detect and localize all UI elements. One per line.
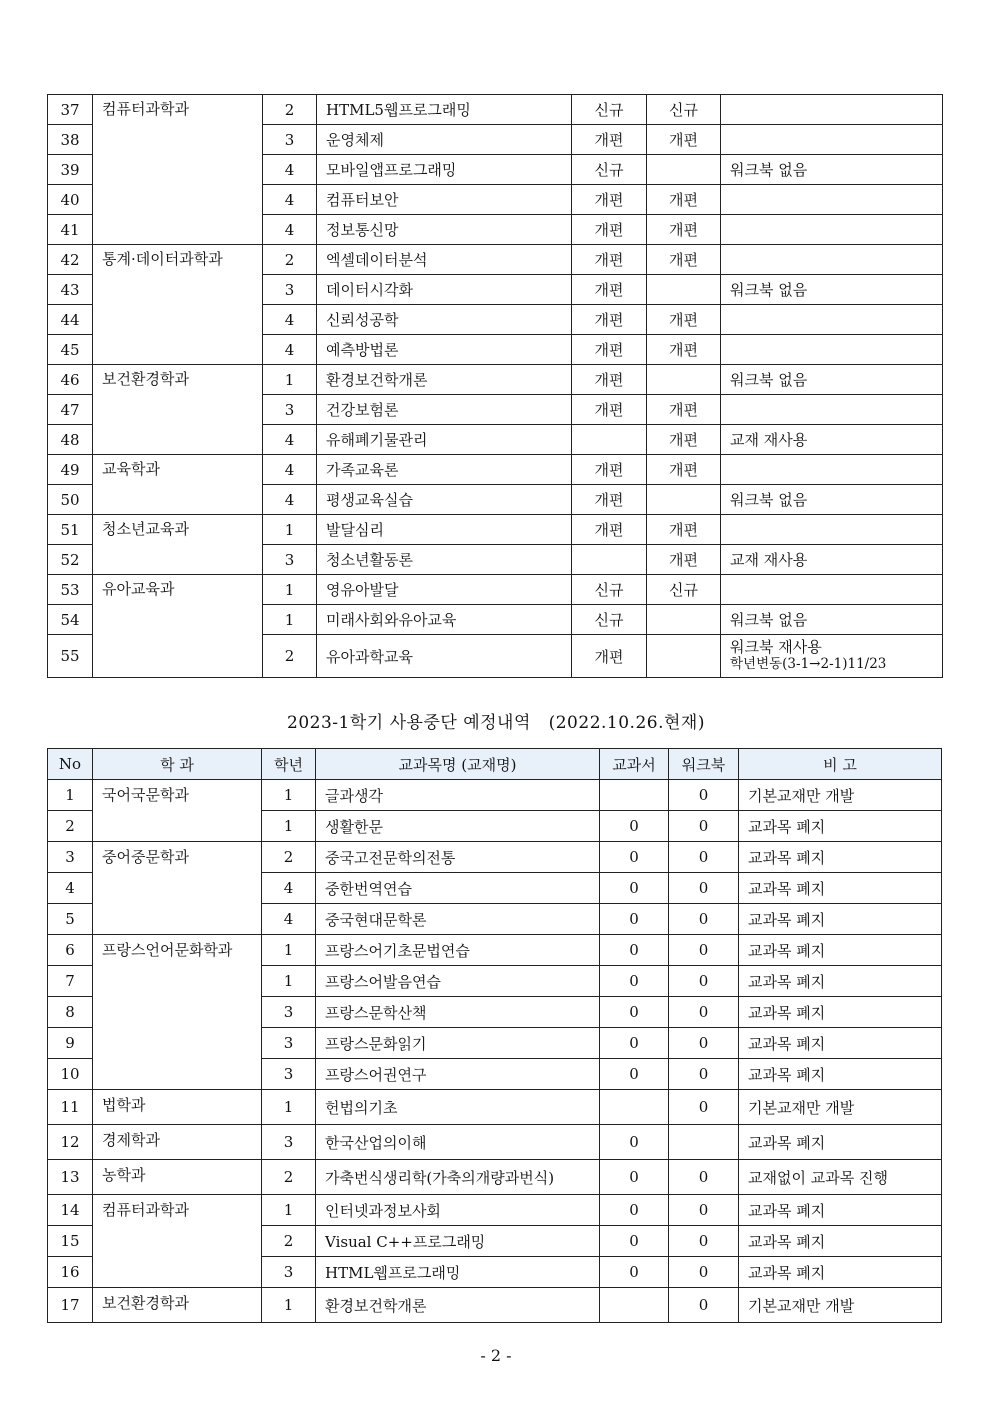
table-row xyxy=(48,245,943,275)
row-no: 5 xyxy=(48,904,93,935)
row-subject: 영유아발달 xyxy=(317,575,572,605)
row-grade: 1 xyxy=(262,1195,316,1226)
row-textbook: 0 xyxy=(600,966,669,997)
row-workbook: 0 xyxy=(669,811,739,842)
row-no: 6 xyxy=(48,935,93,966)
row-dept: 보건환경학과 xyxy=(93,365,263,455)
row-grade: 3 xyxy=(262,1028,316,1059)
table-header-row xyxy=(48,749,942,780)
row-no: 9 xyxy=(48,1028,93,1059)
section-title xyxy=(0,708,992,733)
table-row xyxy=(48,842,942,873)
row-note: 교과목 폐지 xyxy=(739,1028,942,1059)
row-note xyxy=(721,215,943,245)
row-dept: 컴퓨터과학과 xyxy=(93,1195,262,1288)
row-subject: 엑셀데이터분석 xyxy=(317,245,572,275)
row-textbook: 0 xyxy=(600,873,669,904)
row-textbook: 개편 xyxy=(572,455,647,485)
row-workbook: 개편 xyxy=(647,215,721,245)
row-workbook: 신규 xyxy=(647,95,721,125)
row-subject: 가축번식생리학(가축의개량과번식) xyxy=(316,1160,600,1195)
row-no: 13 xyxy=(48,1160,93,1195)
row-workbook: 개편 xyxy=(647,515,721,545)
row-textbook: 신규 xyxy=(572,575,647,605)
discontinued-table-body xyxy=(48,780,942,1323)
row-textbook: 0 xyxy=(600,1160,669,1195)
row-subject: Visual C++프로그래밍 xyxy=(316,1226,600,1257)
table-row xyxy=(48,95,943,125)
row-grade: 4 xyxy=(262,904,316,935)
row-workbook: 개편 xyxy=(647,545,721,575)
row-textbook: 개편 xyxy=(572,125,647,155)
row-workbook xyxy=(647,635,721,678)
row-note xyxy=(721,515,943,545)
row-no: 49 xyxy=(48,455,93,485)
row-grade: 3 xyxy=(263,545,317,575)
row-subject: 헌법의기초 xyxy=(316,1090,600,1125)
row-no: 16 xyxy=(48,1257,93,1288)
row-grade: 1 xyxy=(263,515,317,545)
row-grade: 4 xyxy=(262,873,316,904)
row-dept: 유아교육과 xyxy=(93,575,263,678)
row-textbook: 신규 xyxy=(572,95,647,125)
row-subject: 가족교육론 xyxy=(317,455,572,485)
row-no: 43 xyxy=(48,275,93,305)
row-note: 워크북 없음 xyxy=(721,365,943,395)
row-grade: 2 xyxy=(262,1160,316,1195)
header-dept: 학 과 xyxy=(93,749,262,780)
row-grade: 1 xyxy=(262,1288,316,1323)
row-subject: 프랑스문화읽기 xyxy=(316,1028,600,1059)
row-workbook: 0 xyxy=(669,1288,739,1323)
row-subject: 한국산업의이해 xyxy=(316,1125,600,1160)
row-no: 17 xyxy=(48,1288,93,1323)
row-no: 50 xyxy=(48,485,93,515)
row-no: 52 xyxy=(48,545,93,575)
row-workbook: 개편 xyxy=(647,455,721,485)
row-note xyxy=(721,125,943,155)
row-no: 8 xyxy=(48,997,93,1028)
row-subject: HTML5웹프로그래밍 xyxy=(317,95,572,125)
row-dept: 통계·데이터과학과 xyxy=(93,245,263,365)
row-grade: 1 xyxy=(262,935,316,966)
row-no: 7 xyxy=(48,966,93,997)
row-no: 12 xyxy=(48,1125,93,1160)
row-workbook: 0 xyxy=(669,873,739,904)
row-no: 55 xyxy=(48,635,93,678)
row-subject: 프랑스어발음연습 xyxy=(316,966,600,997)
row-dept: 중어중문학과 xyxy=(93,842,262,935)
table-row xyxy=(48,780,942,811)
row-note xyxy=(721,635,943,678)
row-subject: 프랑스문학산책 xyxy=(316,997,600,1028)
row-workbook: 0 xyxy=(669,1090,739,1125)
table-row xyxy=(48,1125,942,1160)
row-workbook: 0 xyxy=(669,1226,739,1257)
row-note: 기본교재만 개발 xyxy=(739,1090,942,1125)
row-workbook: 0 xyxy=(669,997,739,1028)
row-no: 42 xyxy=(48,245,93,275)
section-date: (2022.10.26.현재) xyxy=(548,713,705,733)
row-workbook xyxy=(647,485,721,515)
table-row xyxy=(48,935,942,966)
row-textbook: 0 xyxy=(600,1226,669,1257)
row-note: 교과목 폐지 xyxy=(739,997,942,1028)
row-textbook: 개편 xyxy=(572,515,647,545)
row-grade: 1 xyxy=(263,365,317,395)
row-subject: 청소년활동론 xyxy=(317,545,572,575)
row-grade: 3 xyxy=(262,1125,316,1160)
row-workbook: 개편 xyxy=(647,245,721,275)
row-note: 워크북 없음 xyxy=(721,485,943,515)
row-note: 교재 재사용 xyxy=(721,425,943,455)
row-workbook xyxy=(647,365,721,395)
row-grade: 3 xyxy=(263,395,317,425)
page-number: - 2 - xyxy=(480,1346,512,1365)
row-grade: 2 xyxy=(263,245,317,275)
row-subject: 건강보험론 xyxy=(317,395,572,425)
row-workbook: 0 xyxy=(669,780,739,811)
row-subject: 생활한문 xyxy=(316,811,600,842)
header-workbook: 워크북 xyxy=(669,749,739,780)
row-note xyxy=(721,575,943,605)
row-workbook xyxy=(647,155,721,185)
row-note: 교과목 폐지 xyxy=(739,811,942,842)
row-no: 4 xyxy=(48,873,93,904)
row-textbook: 개편 xyxy=(572,635,647,678)
row-grade: 1 xyxy=(262,966,316,997)
row-no: 2 xyxy=(48,811,93,842)
row-note: 교과목 폐지 xyxy=(739,904,942,935)
row-dept: 경제학과 xyxy=(93,1125,262,1160)
row-workbook xyxy=(647,275,721,305)
row-subject: 정보통신망 xyxy=(317,215,572,245)
row-note: 교과목 폐지 xyxy=(739,966,942,997)
row-textbook: 개편 xyxy=(572,215,647,245)
row-note xyxy=(721,335,943,365)
table-row xyxy=(48,1288,942,1323)
row-no: 48 xyxy=(48,425,93,455)
row-subject: 프랑스어권연구 xyxy=(316,1059,600,1090)
row-subject: 중한번역연습 xyxy=(316,873,600,904)
row-textbook xyxy=(600,1090,669,1125)
row-grade: 4 xyxy=(263,155,317,185)
row-dept: 청소년교육과 xyxy=(93,515,263,575)
row-subject: 컴퓨터보안 xyxy=(317,185,572,215)
row-workbook: 0 xyxy=(669,935,739,966)
row-dept: 프랑스언어문화학과 xyxy=(93,935,262,1090)
row-workbook: 0 xyxy=(669,1059,739,1090)
row-textbook xyxy=(572,545,647,575)
row-note: 워크북 없음 xyxy=(721,605,943,635)
row-note xyxy=(721,455,943,485)
header-textbook: 교과서 xyxy=(600,749,669,780)
row-note xyxy=(721,185,943,215)
row-textbook: 개편 xyxy=(572,485,647,515)
row-no: 46 xyxy=(48,365,93,395)
row-textbook xyxy=(600,780,669,811)
row-subject: 프랑스어기초문법연습 xyxy=(316,935,600,966)
row-no: 47 xyxy=(48,395,93,425)
row-note: 교과목 폐지 xyxy=(739,1125,942,1160)
row-no: 40 xyxy=(48,185,93,215)
row-workbook: 0 xyxy=(669,966,739,997)
row-note: 교과목 폐지 xyxy=(739,1195,942,1226)
row-textbook: 0 xyxy=(600,1028,669,1059)
row-grade: 4 xyxy=(263,305,317,335)
row-no: 37 xyxy=(48,95,93,125)
row-textbook xyxy=(600,1288,669,1323)
row-note-line2: 학년변동(3-1→2-1)11/23 xyxy=(730,656,887,672)
row-textbook xyxy=(572,425,647,455)
row-grade: 1 xyxy=(262,1090,316,1125)
row-grade: 2 xyxy=(262,842,316,873)
row-note: 교과목 폐지 xyxy=(739,935,942,966)
row-note: 기본교재만 개발 xyxy=(739,780,942,811)
row-workbook: 0 xyxy=(669,904,739,935)
row-no: 44 xyxy=(48,305,93,335)
row-textbook: 개편 xyxy=(572,395,647,425)
table-row xyxy=(48,455,943,485)
table-row xyxy=(48,575,943,605)
row-no: 38 xyxy=(48,125,93,155)
row-textbook: 개편 xyxy=(572,185,647,215)
row-subject: 데이터시각화 xyxy=(317,275,572,305)
row-note: 교재없이 교과목 진행 xyxy=(739,1160,942,1195)
row-grade: 3 xyxy=(262,1059,316,1090)
row-note: 교재 재사용 xyxy=(721,545,943,575)
row-grade: 3 xyxy=(262,1257,316,1288)
row-textbook: 0 xyxy=(600,904,669,935)
row-subject: HTML웹프로그래밍 xyxy=(316,1257,600,1288)
header-no: No xyxy=(48,749,93,780)
table-row xyxy=(48,1160,942,1195)
row-subject: 발달심리 xyxy=(317,515,572,545)
row-workbook: 개편 xyxy=(647,185,721,215)
row-textbook: 신규 xyxy=(572,605,647,635)
row-grade: 3 xyxy=(263,275,317,305)
row-workbook xyxy=(647,605,721,635)
row-grade: 4 xyxy=(263,215,317,245)
row-textbook: 0 xyxy=(600,997,669,1028)
row-no: 51 xyxy=(48,515,93,545)
row-grade: 4 xyxy=(263,485,317,515)
row-textbook: 0 xyxy=(600,842,669,873)
row-no: 3 xyxy=(48,842,93,873)
row-workbook: 개편 xyxy=(647,395,721,425)
row-textbook: 신규 xyxy=(572,155,647,185)
table-row xyxy=(48,1195,942,1226)
row-textbook: 개편 xyxy=(572,335,647,365)
row-no: 11 xyxy=(48,1090,93,1125)
row-dept: 농학과 xyxy=(93,1160,262,1195)
row-dept: 국어국문학과 xyxy=(93,780,262,842)
row-workbook: 개편 xyxy=(647,335,721,365)
row-subject: 환경보건학개론 xyxy=(316,1288,600,1323)
row-note: 교과목 폐지 xyxy=(739,1226,942,1257)
row-no: 45 xyxy=(48,335,93,365)
row-dept: 컴퓨터과학과 xyxy=(93,95,263,245)
row-textbook: 0 xyxy=(600,935,669,966)
row-textbook: 개편 xyxy=(572,305,647,335)
row-grade: 1 xyxy=(262,811,316,842)
row-note: 워크북 없음 xyxy=(721,275,943,305)
row-textbook: 개편 xyxy=(572,275,647,305)
row-no: 54 xyxy=(48,605,93,635)
row-no: 10 xyxy=(48,1059,93,1090)
row-dept: 교육학과 xyxy=(93,455,263,515)
row-grade: 1 xyxy=(263,575,317,605)
table-row xyxy=(48,515,943,545)
row-subject: 글과생각 xyxy=(316,780,600,811)
row-textbook: 0 xyxy=(600,811,669,842)
row-subject: 환경보건학개론 xyxy=(317,365,572,395)
row-workbook: 0 xyxy=(669,1257,739,1288)
course-table-body xyxy=(48,95,943,678)
row-grade: 1 xyxy=(262,780,316,811)
row-grade: 4 xyxy=(263,425,317,455)
row-textbook: 0 xyxy=(600,1059,669,1090)
row-workbook: 개편 xyxy=(647,425,721,455)
row-workbook: 0 xyxy=(669,1160,739,1195)
row-note xyxy=(721,305,943,335)
table-row xyxy=(48,1090,942,1125)
row-note: 교과목 폐지 xyxy=(739,873,942,904)
row-subject: 예측방법론 xyxy=(317,335,572,365)
discontinued-table xyxy=(47,748,942,1323)
row-note: 기본교재만 개발 xyxy=(739,1288,942,1323)
row-subject: 운영체제 xyxy=(317,125,572,155)
row-no: 39 xyxy=(48,155,93,185)
row-note xyxy=(721,245,943,275)
row-workbook: 개편 xyxy=(647,305,721,335)
row-note-line1: 워크북 재사용 xyxy=(730,638,822,656)
row-no: 1 xyxy=(48,780,93,811)
row-note: 교과목 폐지 xyxy=(739,1059,942,1090)
row-grade: 1 xyxy=(263,605,317,635)
header-grade: 학년 xyxy=(262,749,316,780)
row-subject: 평생교육실습 xyxy=(317,485,572,515)
row-subject: 유아과학교육 xyxy=(317,635,572,678)
row-no: 15 xyxy=(48,1226,93,1257)
section-title-text: 2023-1학기 사용중단 예정내역 xyxy=(287,713,531,733)
row-grade: 3 xyxy=(262,997,316,1028)
row-grade: 3 xyxy=(263,125,317,155)
row-grade: 4 xyxy=(263,455,317,485)
row-note: 워크북 없음 xyxy=(721,155,943,185)
row-subject: 모바일앱프로그래밍 xyxy=(317,155,572,185)
row-no: 14 xyxy=(48,1195,93,1226)
row-no: 53 xyxy=(48,575,93,605)
row-subject: 중국고전문학의전통 xyxy=(316,842,600,873)
row-workbook: 0 xyxy=(669,1028,739,1059)
row-workbook: 0 xyxy=(669,842,739,873)
row-dept: 보건환경학과 xyxy=(93,1288,262,1323)
row-textbook: 개편 xyxy=(572,245,647,275)
row-subject: 인터넷과정보사회 xyxy=(316,1195,600,1226)
table-row xyxy=(48,365,943,395)
row-subject: 유해폐기물관리 xyxy=(317,425,572,455)
row-textbook: 개편 xyxy=(572,365,647,395)
row-textbook: 0 xyxy=(600,1195,669,1226)
row-dept: 법학과 xyxy=(93,1090,262,1125)
row-textbook: 0 xyxy=(600,1257,669,1288)
header-subject: 교과목명 (교재명) xyxy=(316,749,600,780)
row-workbook: 개편 xyxy=(647,125,721,155)
row-workbook: 신규 xyxy=(647,575,721,605)
row-subject: 미래사회와유아교육 xyxy=(317,605,572,635)
row-workbook xyxy=(669,1125,739,1160)
row-textbook: 0 xyxy=(600,1125,669,1160)
row-workbook: 0 xyxy=(669,1195,739,1226)
row-note: 교과목 폐지 xyxy=(739,842,942,873)
row-grade: 2 xyxy=(262,1226,316,1257)
row-subject: 신뢰성공학 xyxy=(317,305,572,335)
header-note: 비 고 xyxy=(739,749,942,780)
row-grade: 2 xyxy=(263,95,317,125)
row-subject: 중국현대문학론 xyxy=(316,904,600,935)
row-note: 교과목 폐지 xyxy=(739,1257,942,1288)
row-grade: 4 xyxy=(263,335,317,365)
row-grade: 4 xyxy=(263,185,317,215)
course-table-continued xyxy=(47,94,943,678)
row-grade: 2 xyxy=(263,635,317,678)
row-no: 41 xyxy=(48,215,93,245)
row-note xyxy=(721,95,943,125)
row-note xyxy=(721,395,943,425)
